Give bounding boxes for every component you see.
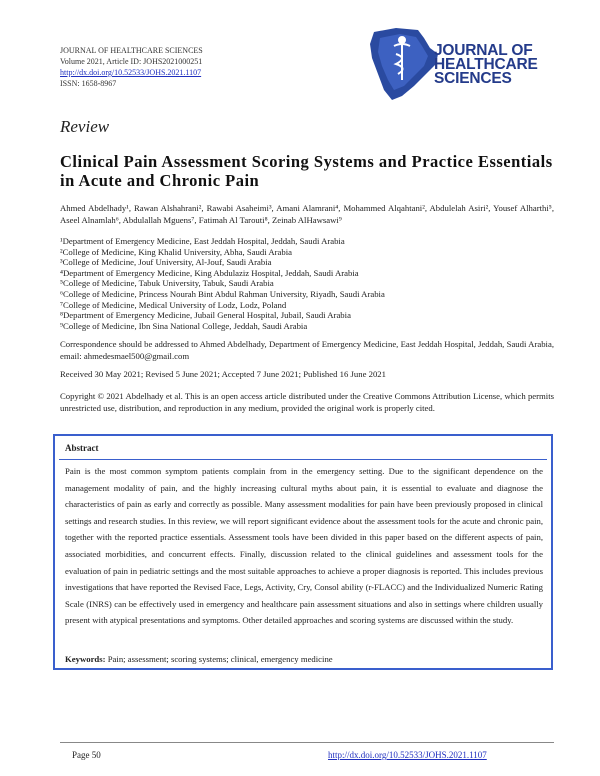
- correspondence: Correspondence should be addressed to Ahmed Abdelhady, Department of Emergency Medicine, East Jeddah Hospital, Jeddah, Saudi Arabia, email: ahmedesmael500@gmail.com: [60, 339, 554, 361]
- affiliation-item: ⁸Department of Emergency Medicine, Jubail General Hospital, Jubail, Saudi Arabia: [60, 310, 351, 321]
- keywords-label: Keywords:: [65, 654, 106, 664]
- keywords: [65, 654, 333, 664]
- logo-line-2: HEALTHCARE: [434, 56, 538, 73]
- journal-logo: [366, 24, 548, 106]
- copyright-notice: Copyright © 2021 Abdelhady et al. This is an open access article distributed under the Creative Commons Attribution License, which permits unrestricted use, distribution, and reproduction in any medium, provided the original work is properly cited.: [60, 391, 554, 413]
- affiliation-item: ⁵College of Medicine, Tabuk University, Tabuk, Saudi Arabia: [60, 278, 274, 289]
- abstract-heading: Abstract: [65, 443, 99, 453]
- journal-name: JOURNAL OF HEALTHCARE SCIENCES: [60, 46, 203, 55]
- logo-line-1: JOURNAL OF: [434, 42, 533, 59]
- affiliation-item: ⁷College of Medicine, Medical University of Lodz, Lodz, Poland: [60, 299, 287, 310]
- abstract-text: Pain is the most common symptom patients complain from in the emergency setting. Due to the significant dependence on the management modality of pain, and the highly increasing cultural myths about pain, it is essential to evaluate and diagnose the characteristics of pain as early and correctly as possible. Many assessment modalities for pain have been previously proposed in clinical settings and research studies. In this review, we will report significant evidence about the assessment tools for the acute and chronic pain, together with the reported practice essentials. Assessment tools have been divided in this paper based on the different aspects of pain, associated morbidities, and concurrent effects. Finally, discussion related to the clinical guidelines and assessment tools for the evaluation of pain in pediatric settings and the most suitable approaches to achieve a proper diagnosis is reported. This includes previous investigations that have reported the Revised Face, Legs, Activity, Cry, Consol ability (r-FLACC) and the Individualized Numeric Rating Scale (INRS) can be effectively used in emergency and healthcare pain assessment situations and also in settings where children usually present with atypical presentations and symptoms. Other detailed approaches and scoring systems are discussed within the study.: [65, 466, 543, 626]
- publication-dates: Received 30 May 2021; Revised 5 June 2021; Accepted 7 June 2021; Published 16 June 2021: [60, 369, 386, 379]
- logo-line-3: SCIENCES: [434, 70, 512, 87]
- issn: ISSN: 1658-8967: [60, 79, 117, 88]
- abstract-box: [53, 434, 553, 670]
- page-number: Page 50: [72, 750, 101, 760]
- keywords-text: Pain; assessment; scoring systems; clinical, emergency medicine: [107, 654, 333, 664]
- footer-divider: [60, 742, 554, 743]
- affiliation-item: ³College of Medicine, Jouf University, Al-Jouf, Saudi Arabia: [60, 257, 272, 268]
- affiliation-item: ⁴Department of Emergency Medicine, King Abdulaziz Hospital, Jeddah, Saudi Arabia: [60, 267, 359, 278]
- author-list: Ahmed Abdelhady¹, Rawan Alshahrani², Rawabi Asaheimi³, Amani Alamrani⁴, Mohammed Alqahtani², Abdulelah Asiri², Yousef Alharthi⁵, Aseel Alnamlah⁶, Abdulallah Mguens⁷, Fatimah Al Tarouti⁸, Zeinab AlHawsawi⁹: [60, 203, 554, 225]
- affiliations: [60, 236, 554, 331]
- affiliation-item: ⁶College of Medicine, Princess Nourah Bint Abdul Rahman University, Riyadh, Saudi Arabia: [60, 288, 385, 299]
- article-title: Clinical Pain Assessment Scoring Systems and Practice Essentials in Acute and Chronic Pain: [60, 152, 553, 190]
- article-type: Review: [60, 117, 110, 136]
- logo-text: [434, 44, 538, 86]
- volume-info: Volume 2021, Article ID: JOHS2021000251: [60, 57, 203, 66]
- abstract-divider: [59, 459, 547, 460]
- journal-header: [60, 45, 203, 89]
- doi-link[interactable]: http://dx.doi.org/10.52533/JOHS.2021.1107: [60, 68, 202, 77]
- affiliation-item: ²College of Medicine, King Khalid University, Abha, Saudi Arabia: [60, 246, 292, 257]
- footer-doi-link[interactable]: http://dx.doi.org/10.52533/JOHS.2021.1107: [328, 750, 487, 760]
- affiliation-item: ¹Department of Emergency Medicine, East Jeddah Hospital, Jeddah, Saudi Arabia: [60, 236, 345, 246]
- affiliation-item: ⁹College of Medicine, Ibn Sina National College, Jeddah, Saudi Arabia: [60, 320, 308, 331]
